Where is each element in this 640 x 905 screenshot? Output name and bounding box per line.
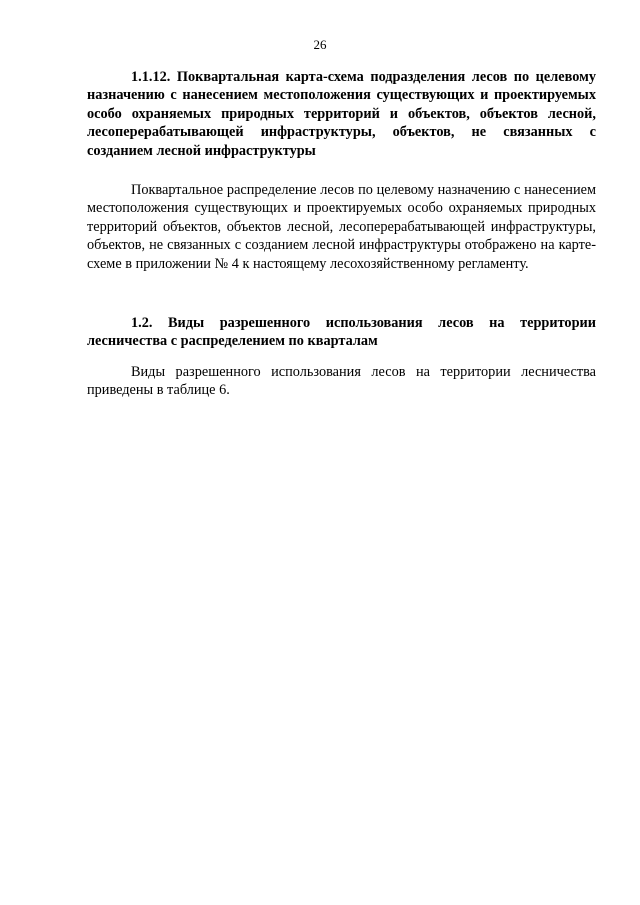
section-heading-1-2: 1.2. Виды разрешенного использования лесов на территории лесничества с распределением по кварталам [87,315,596,350]
section-body-1-2: Виды разрешенного использования лесов на территории лесничества приведены в таблице 6. [87,364,596,399]
page-number: 26 [313,37,327,52]
section-body-1-1-12: Поквартальное распределение лесов по целевому назначению с нанесением местоположения существующих и проектируемых особо охраняемых природных территорий объектов, объектов лесной, лесоперерабатывающей инфраструктуры, объектов, не связанных с созданием лесной инфраструктуры отображено на карте-схеме в приложении № 4 к настоящему лесохозяйственному регламенту. [87,182,596,272]
section-heading-1-1-12: 1.1.12. Поквартальная карта-схема подразделения лесов по целевому назначению с нанесением местоположения существующих и проектируемых особо охраняемых природных территорий и объектов, объектов лесной, лесоперерабатывающей инфраструктуры, объектов, не связанных с созданием лесной инфраструктуры [87,69,596,159]
